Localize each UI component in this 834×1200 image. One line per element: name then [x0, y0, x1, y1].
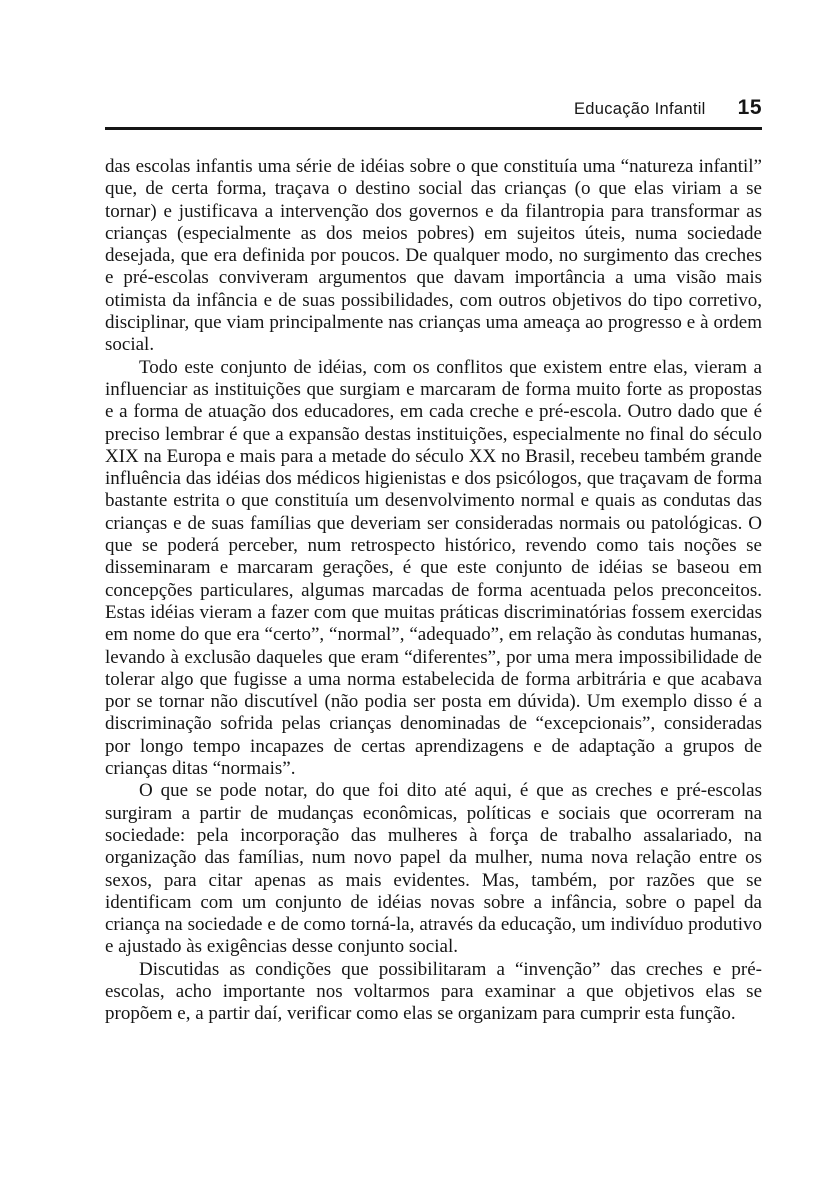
paragraph: Todo este conjunto de idéias, com os conflitos que existem entre elas, vieram a influenciar as instituições que surgiam e marcaram de forma muito forte as propostas e a forma de atuação dos educadores, em cada creche e pré-escola. Outro dado que é preciso lembrar é que a expansão destas instituições, especialmente no final do século XIX na Europa e mais para a metade do século XX no Brasil, recebeu também grande influência das idéias dos médicos higienistas e dos psicólogos, que traçavam de forma bastante estrita o que constituía um desenvolvimento normal e quais as condutas das crianças e de suas famílias que deveriam ser consideradas normais ou patológicas. O que se poderá perceber, num retrospecto histórico, revendo como tais noções se disseminaram e marcaram gerações, é que este conjunto de idéias se baseou em concepções particulares, algumas marcadas de forma acentuada pelos preconceitos. Estas idéias vieram a fazer com que muitas práticas discriminatórias fossem exercidas em nome do que era “certo”, “normal”, “adequado”, em relação às condutas humanas, levando à exclusão daqueles que eram “diferentes”, por uma mera impossibilidade de tolerar algo que fugisse a uma norma estabelecida de forma arbitrária e que acabava por se tornar não discutível (não podia ser posta em dúvida). Um exemplo disso é a discriminação sofrida pelas crianças denominadas de “excepcionais”, consideradas por longo tempo incapazes de certas aprendizagens e de adaptação a grupos de crianças ditas “normais”. — [105, 356, 762, 780]
paragraph: O que se pode notar, do que foi dito até aqui, é que as creches e pré-escolas surgiram a partir de mudanças econômicas, políticas e sociais que ocorreram na sociedade: pela incorporação das mulheres à força de trabalho assalariado, na organização das famílias, num novo papel da mulher, numa nova relação entre os sexos, para citar apenas as mais evidentes. Mas, também, por razões que se identificam com um conjunto de idéias novas sobre a infância, sobre o papel da criança na sociedade e de como torná-la, através da educação, um indivíduo produtivo e ajustado às exigências desse conjunto social. — [105, 780, 762, 958]
running-head-title: Educação Infantil — [573, 100, 706, 118]
paragraph: Discutidas as condições que possibilitaram a “invenção” das creches e pré-escolas, acho importante nos voltarmos para examinar a que objetivos elas se propõem e, a partir daí, verificar como elas se organizam para cumprir esta função. — [105, 958, 762, 1025]
body-text — [105, 156, 762, 1026]
running-head — [105, 96, 762, 120]
header-rule — [105, 127, 762, 130]
page-number: 15 — [737, 96, 762, 119]
paragraph-continuation: das escolas infantis uma série de idéias sobre o que constituía uma “natureza infantil” que, de certa forma, traçava o destino social das crianças (o que elas viriam a se tornar) e justificava a intervenção dos governos e da filantropia para transformar as crianças (especialmente as dos meios pobres) em sujeitos úteis, numa sociedade desejada, que era definida por poucos. De qualquer modo, no surgimento das creches e pré-escolas conviveram argumentos que davam importância a uma visão mais otimista da infância e de suas possibilidades, com outros objetivos do tipo corretivo, disciplinar, que viam principalmente nas crianças uma ameaça ao progresso e à ordem social. — [105, 156, 762, 356]
page-header — [105, 96, 762, 130]
